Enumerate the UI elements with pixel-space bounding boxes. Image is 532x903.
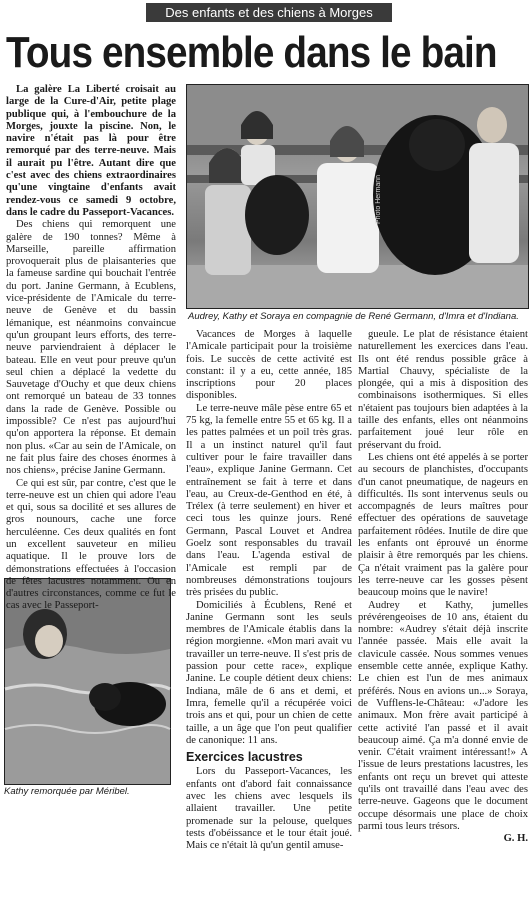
article-lead: La galère La Liberté croisait au large de la Cure-d'Air, petite plage publique qui, à l'embouchure de la Morges, jouxte la piscine. Non, le navire n'était pas là pour être remorqué par des terre-neuve. Mais il aurait pu l'être. Autant dire que c'est avec des chiens extraordinaires qu'une vingtaine d'enfants avait rendez-vous ce samedi 9 octobre, dans le cadre du Passeport-Vacances. bbox=[6, 84, 176, 218]
author-signature: G. H. bbox=[503, 833, 528, 845]
article-column-3 bbox=[358, 329, 528, 889]
article-paragraph: Ce qui est sûr, par contre, c'est que le terre-neuve est un chien qui adore l'eau et qui, sous sa docilité et ses allures de gros nounours, cache une force herculéenne. Ces deux qualités en font un excellent sauveteur en milieu aquatique. Il le prouve lors de démonstrations effectuées à l'occasion de fêtes lacustres notamment. Ou en d'autres circonstances, comme ce fut le cas avec le Passeport- bbox=[6, 477, 176, 612]
swim-photo-caption: Kathy remorquée par Méribel. bbox=[4, 786, 130, 797]
family-photo-illustration bbox=[187, 85, 528, 308]
article-paragraph: Le terre-neuve mâle pèse entre 65 et 75 kg, la femelle entre 55 et 65 kg. Il a les pattes palmées et un poil très gras. Il a un instinct naturel qu'il faut cultiver pour le faire travailler dans l'eau», explique Janine Germann. Cet entraînement se fait à terre et dans l'eau, au Creux-de-Genthod en été, à Trélex (à terre seulement) en hiver et ceci tous les quinze jours. René Germann, Pascal Louvet et Andrea Goelz sont responsables du travail dans l'eau. L'agenda estival de l'Amicale est rempli par de nombreuses démonstrations toujours très prisées du public. bbox=[186, 402, 352, 599]
article-headline: Tous ensemble dans le bain bbox=[6, 28, 497, 77]
article-paragraph: Domiciliés à Écublens, René et Janine Germann sont les seuls membres de l'Amicale établis dans la région morgienne. «Mon mari avait vu travailler un terre-neuve. Il s'est pris de passion pour cette race», explique Janine. Le couple détient deux chiens: Indiana, mâle de 6 ans et demi, et Imra, femelle qu'il a récupérée voici trois ans et qui, pour un chien de cette taille, a un âge que l'on peut qualifier de canonique: 11 ans. bbox=[186, 599, 352, 746]
article-paragraph: Vacances de Morges à laquelle l'Amicale participait pour la troisième fois. Le succès de cette activité est constant: il y a eu, cette année, 185 inscriptions pour 20 places disponibles. bbox=[186, 329, 352, 402]
article-paragraph: gueule. Le plat de résistance étaient naturellement les exercices dans l'eau. Ils ont été rendus possible grâce à Martial Chauvy, spécialiste de la plongée, qui a mis à disposition des combinaisons isothermiques. Si elles n'étaient pas toujours bien adaptées à la taille des enfants, elles ont néanmoins parfaitement joué leur rôle en préservant du froid. bbox=[358, 329, 528, 451]
family-photo bbox=[186, 84, 529, 309]
article-column-2 bbox=[186, 329, 352, 852]
article-kicker: Des enfants et des chiens à Morges bbox=[146, 3, 392, 22]
article-paragraph: Les chiens ont été appelés à se porter au secours de planchistes, d'occupants d'un canot pneumatique, de nageurs en difficultés. Ils sont intervenus seuls ou accompagnés de leurs maîtres pour effectuer des opérations de sauvetage parfaitement rôdées. Inutile de dire que les enfants ont éprouvé un énorme plaisir à être remorqués par les chiens. Ça n'était vraiment pas la galère pour les terre-neuve car les gosses pèsent beaucoup moins que le navire! bbox=[358, 451, 528, 599]
photo-credit: Photo Hermann bbox=[375, 175, 382, 225]
article-paragraph: Lors du Passeport-Vacances, les enfants ont d'abord fait connaissance avec les chiens avec lesquels ils allaient travailler. Une petite promenade sur la pelouse, quelques tests d'obéissance et le tour était joué. Mais ce n'était là qu'un gentil amuse- bbox=[186, 766, 352, 852]
article-column-1 bbox=[6, 84, 176, 612]
article-paragraph: Audrey et Kathy, jumelles prévérengeoises de 10 ans, étaient du nombre: «Audrey s'était déjà inscrite l'année passée. Mais elle avait la clavicule cassée. Nous sommes venues ensemble cette année, explique Kathy. Le chien est l'un de mes animaux préférés. Nous en avions un...» Soraya, de Vufflens-le-Château: «J'adore les animaux. Mon frère avait participé à cette activité l'an passé et il avait beaucoup aimé. Ça m'a donné envie de venir. C'était vraiment intéressant!» A l'issue de leurs prestations lacustres, les enfants ont reçu un brevet qui atteste qu'ils ont travaillé dans l'eau avec des terre-neuve. Gageons que le document occupe désormais une place de choix parmi tous leurs trésors. bbox=[358, 599, 528, 832]
family-photo-caption: Audrey, Kathy et Soraya en compagnie de René Germann, d'Imra et d'Indiana. bbox=[188, 311, 519, 322]
section-subhead: Exercices lacustres bbox=[186, 750, 303, 765]
article-paragraph: Des chiens qui remorquent une galère de 190 tonnes? Même à Marseille, pareille affirmation provoquerait plus de plaisanteries que la fameuse sardine qui bouchait l'entrée du port. Janine Germann, à Ecublens, vice-présidente de l'Amicale du terre-neuve de Genève et du bassin lémanique, est néanmoins convaincue qu'un groupant leurs efforts, des terre-neuve parviendraient à déplacer le bateau. Elle en veut pour preuve qu'un seul chien a déplacé la vedette du Sauvetage d'Ouchy et que deux chiens ont remorqué un bateau de 33 tonnes dans la rade de Genève. Possible ou impossible? Ce n'est pas aujourd'hui qu'on apportera la réponse. Et demain non plus. «Car au sein de l'Amicale, on ne fait plus faire des choses énormes à nos chiens», précise Janine Germann. bbox=[6, 219, 176, 477]
